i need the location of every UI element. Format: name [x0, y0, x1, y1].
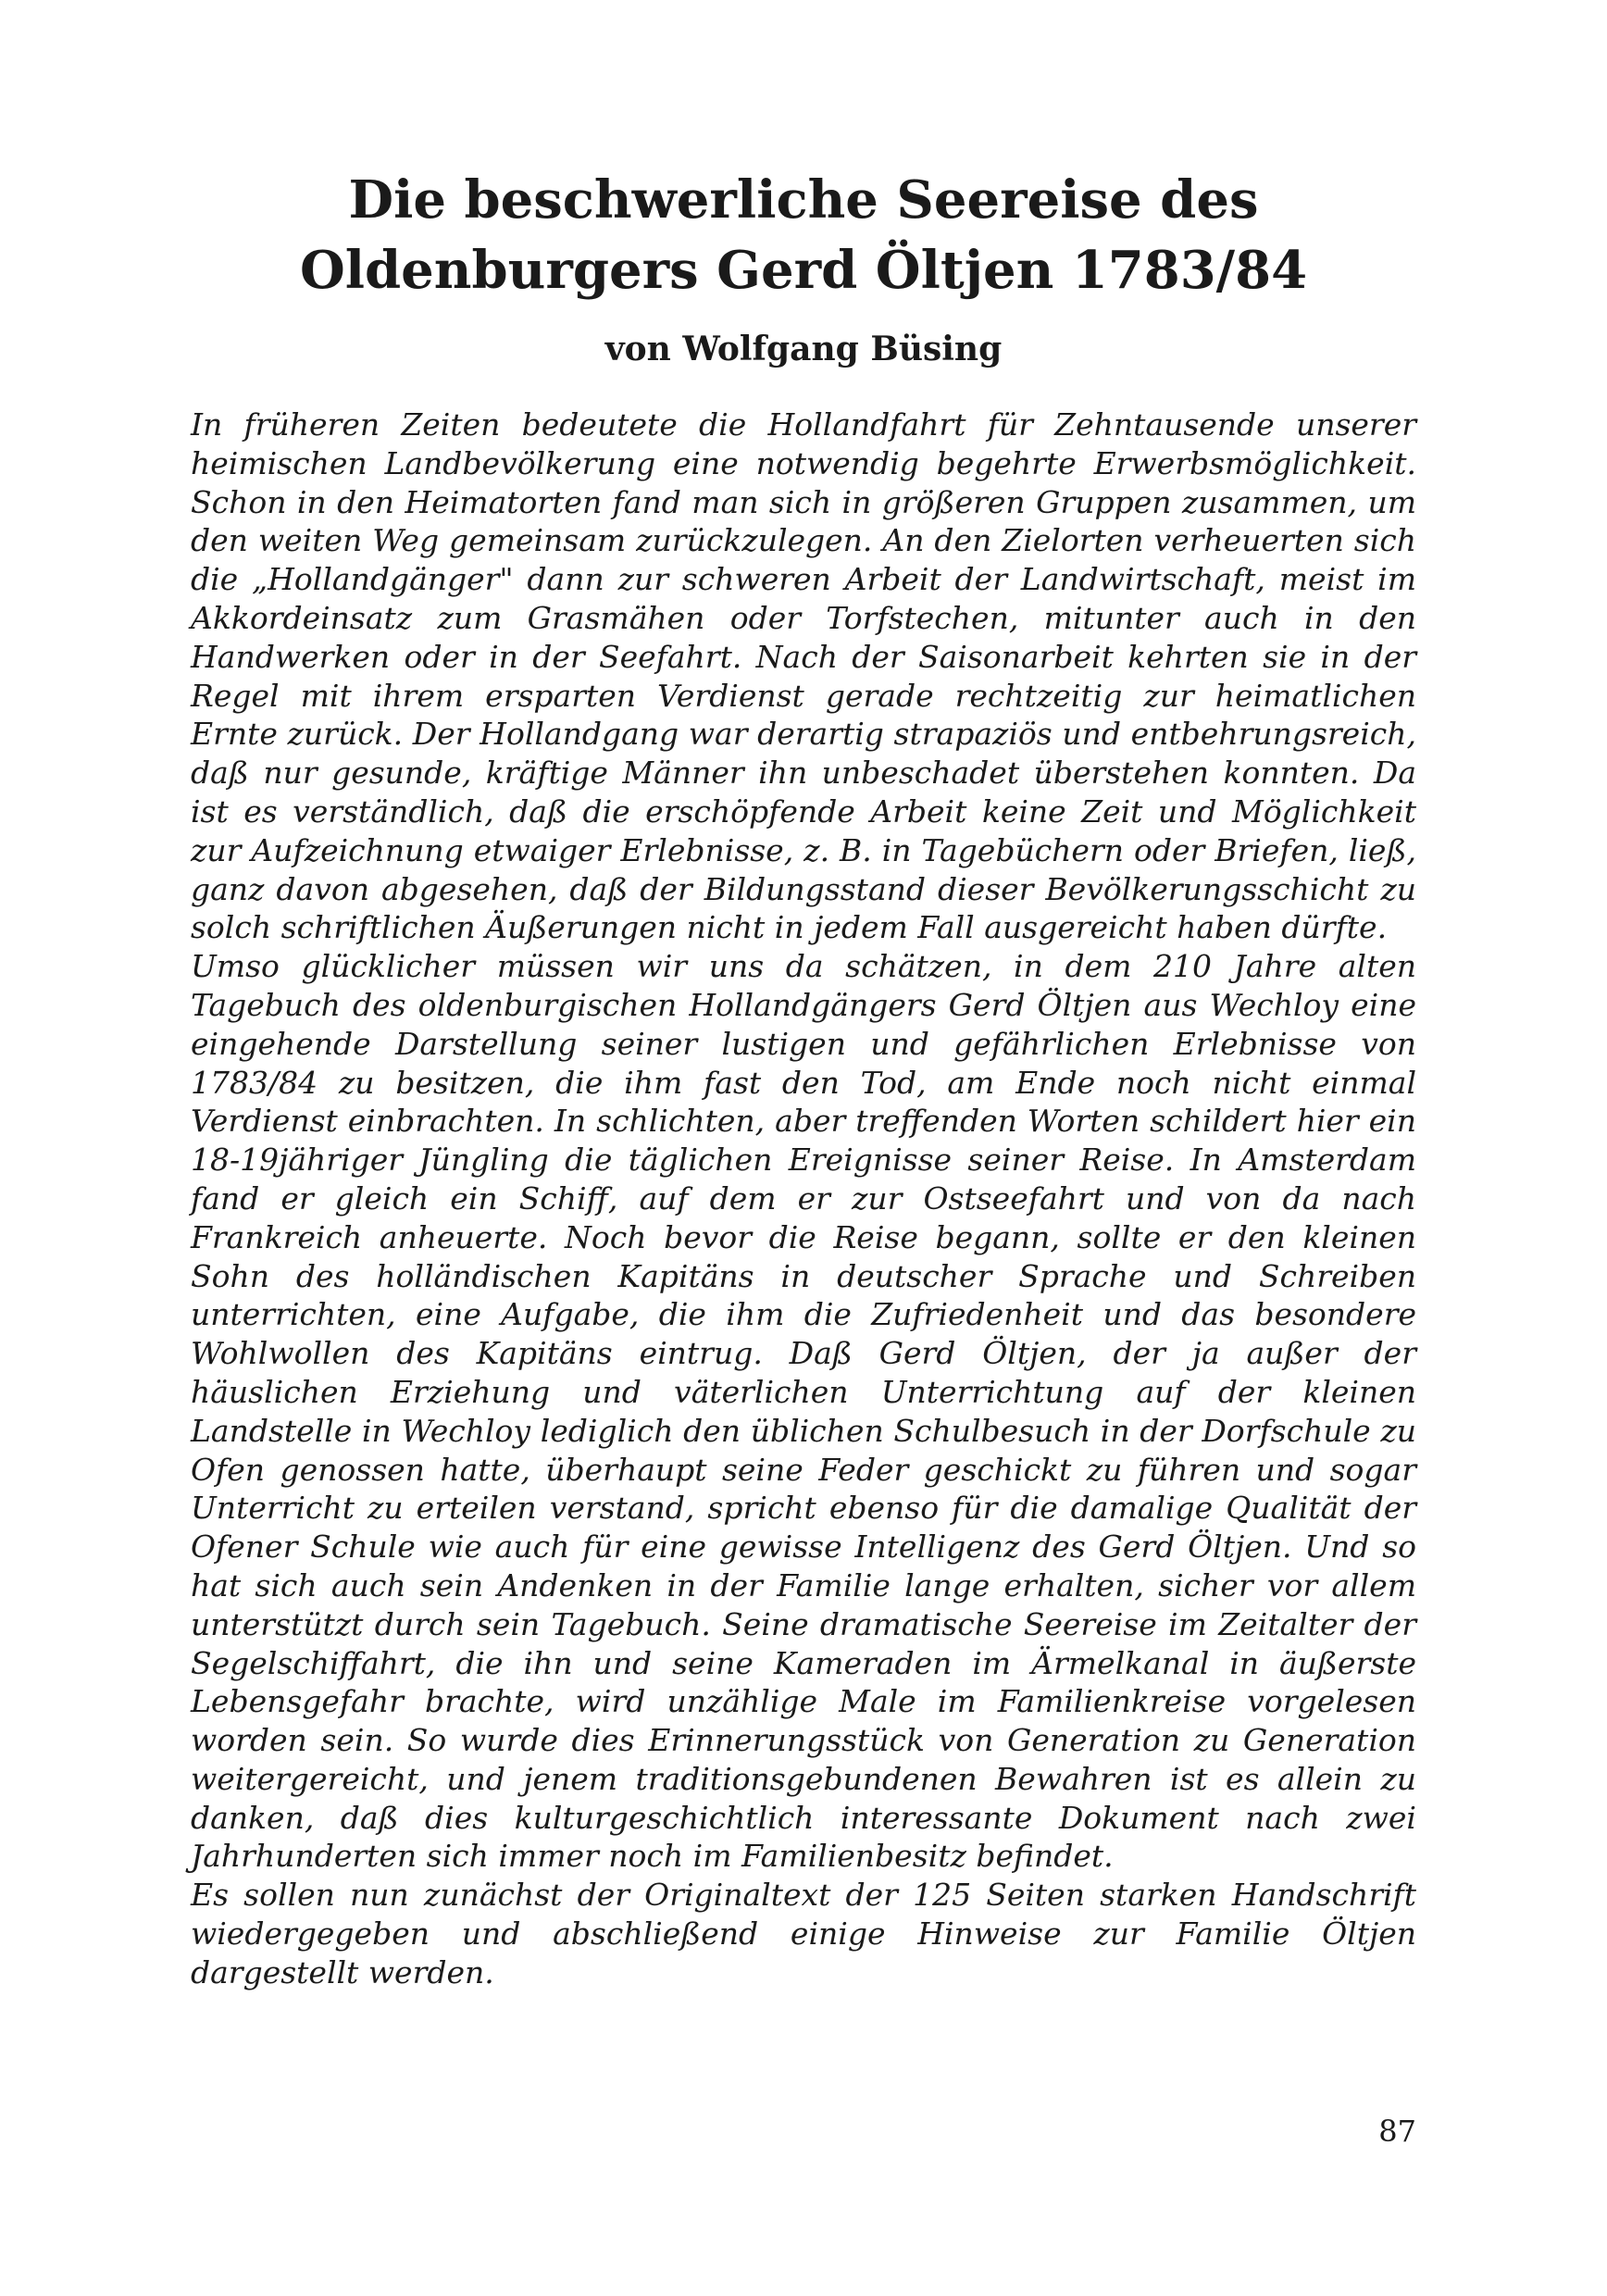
title-line-2: Oldenburgers Gerd Öltjen 1783/84	[299, 240, 1308, 301]
paragraph-1: In früheren Zeiten bedeutete die Hollandfahrt für Zehntausende unserer heimischen Landbevölkerung eine notwendig begehrte Erwerbsmöglichkeit. Schon in den Heimatorten fand man sich in größeren Gruppen zusammen, um den weiten Weg gemeinsam zurückzulegen. An den Zielorten verheuerten sich die „Hollandgänger" dann zur schweren Arbeit der Landwirtschaft, meist im Akkordeinsatz zum Grasmähen oder Torfstechen, mitunter auch in den Handwerken oder in der Seefahrt. Nach der Saisonarbeit kehrten sie in der Regel mit ihrem ersparten Verdienst gerade rechtzeitig zur heimatlichen Ernte zurück. Der Hollandgang war derartig strapaziös und entbehrungsreich, daß nur gesunde, kräftige Männer ihn unbeschadet überstehen konnten. Da ist es verständlich, daß die erschöpfende Arbeit keine Zeit und Möglichkeit zur Aufzeichnung etwaiger Erlebnisse, z. B. in Tagebüchern oder Briefen, ließ, ganz davon abgesehen, daß der Bildungsstand dieser Bevölkerungsschicht zu solch schriftlichen Äußerungen nicht in jedem Fall ausgereicht haben dürfte.	[191, 406, 1416, 946]
article-title	[0, 165, 1607, 306]
paragraph-3: Es sollen nun zunächst der Originaltext der 125 Seiten starken Handschrift wiedergegeben und abschließend einige Hinweise zur Familie Öltjen dargestellt werden.	[191, 1877, 1416, 1990]
page-number: 87	[1378, 2114, 1416, 2149]
title-line-1: Die beschwerliche Seereise des	[348, 169, 1259, 231]
article-body	[191, 406, 1416, 1992]
paragraph-2: Umso glücklicher müssen wir uns da schätzen, in dem 210 Jahre alten Tagebuch des oldenburgischen Hollandgängers Gerd Öltjen aus Wechloy eine eingehende Darstellung seiner lustigen und gefährlichen Erlebnisse von 1783/84 zu besitzen, die ihm fast den Tod, am Ende noch nicht einmal Verdienst einbrachten. In schlichten, aber treffenden Worten schildert hier ein 18-19jähriger Jüngling die täglichen Ereignisse seiner Reise. In Amsterdam fand er gleich ein Schiff, auf dem er zur Ostseefahrt und von da nach Frankreich anheuerte. Noch bevor die Reise begann, sollte er den kleinen Sohn des holländischen Kapitäns in deutscher Sprache und Schreiben unterrichten, eine Aufgabe, die ihm die Zufriedenheit und das besondere Wohlwollen des Kapitäns eintrug. Daß Gerd Öltjen, der ja außer der häuslichen Erziehung und väterlichen Unterrichtung auf der kleinen Landstelle in Wechloy lediglich den üblichen Schulbesuch in der Dorfschule zu Ofen genossen hatte, überhaupt seine Feder geschickt zu führen und sogar Unterricht zu erteilen verstand, spricht ebenso für die damalige Qualität der Ofener Schule wie auch für eine gewisse Intelligenz des Gerd Öltjen. Und so hat sich auch sein Andenken in der Familie lange erhalten, sicher vor allem unterstützt durch sein Tagebuch. Seine dramatische Seereise im Zeitalter der Segelschiffahrt, die ihn und seine Kameraden im Ärmelkanal in äußerste Lebensgefahr brachte, wird unzählige Male im Familienkreise vorgelesen worden sein. So wurde dies Erinnerungsstück von Generation zu Generation weitergereicht, und jenem traditionsgebundenen Bewahren ist es allein zu danken, daß dies kulturgeschichtlich interessante Dokument nach zwei Jahrhunderten sich immer noch im Familienbesitz befindet.	[191, 948, 1416, 1875]
author-byline: von Wolfgang Büsing	[604, 330, 1003, 368]
